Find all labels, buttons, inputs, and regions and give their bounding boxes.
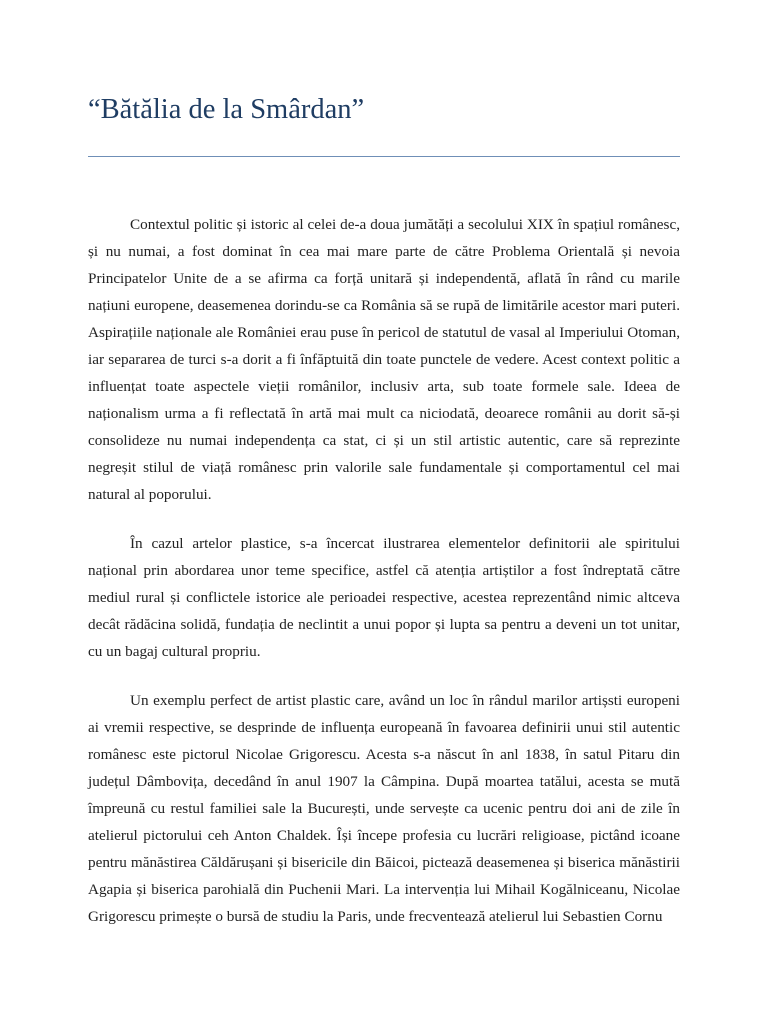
title-underline-divider: [88, 156, 680, 157]
paragraph-nicolae-grigorescu: Un exemplu perfect de artist plastic care, având un loc în rândul marilor artișsti europeni ai vremii respective, se desprinde de influența europeană în favoarea definirii unui stil autentic românesc este pictorul Nicolae Grigorescu. Acesta s-a născut în anl 1838, în satul Pitaru din județul Dâmbovița, decedând în anul 1907 la Câmpina. După moartea tatălui, acesta se mută împreună cu restul familiei sale la București, unde servește ca ucenic pentru doi ani de zile în atelierul pictorului ceh Anton Chaldek. Își începe profesia cu lucrări religioase, pictând icoane pentru mănăstirea Căldărușani și bisericile din Băicoi, pictează deasemenea și biserica mănăstirii Agapia și biserica parohială din Puchenii Mari. La intervenția lui Mihail Kogălniceanu, Nicolae Grigorescu primește o bursă de studiu la Paris, unde frecventează atelierul lui Sebastien Cornu: [88, 692, 680, 925]
paragraph-political-context: Contextul politic și istoric al celei de-a doua jumătăți a secolului XIX în spațiul românesc, și nu numai, a fost dominat în cea mai mare parte de către Problema Orientală și nevoia Principatelor Unite de a se afirma ca forță unitară și independentă, aflată în rând cu marile națiuni europene, deasemenea dorindu-se ca România să se rupă de limitările acestor mari puteri. Aspirațiile naționale ale României erau puse în pericol de statutul de vasal al Imperiului Otoman, iar separarea de turci s-a dorit a fi înfăptuită din toate punctele de vedere. Acest context politic a influențat toate aspectele vieții românilor, inclusiv arta, sub toate formele sale. Ideea de naționalism urma a fi reflectată în artă mai mult ca niciodată, deoarece românii au dorit să-și consolideze nu numai independența ca stat, ci și un stil artistic autentic, care să reprezinte negreșit stilul de viață românesc prin valorile sale fundamentale și comportamentul cel mai natural al poporului.: [88, 216, 680, 503]
paragraph-plastic-arts: În cazul artelor plastice, s-a încercat ilustrarea elementelor definitorii ale spiritului național prin abordarea unor teme specifice, astfel că atenția artiștilor a fost îndreptată către mediul rural și conflictele istorice ale perioadei respective, acestea reprezentând nimic altceva decât rădăcina solidă, fundația de neclintit a unui popor și lupta sa pentru a deveni un tot unitar, cu un bagaj cultural propriu.: [88, 535, 680, 660]
document-body: [88, 211, 680, 952]
document-title: “Bătălia de la Smârdan”: [88, 94, 365, 125]
